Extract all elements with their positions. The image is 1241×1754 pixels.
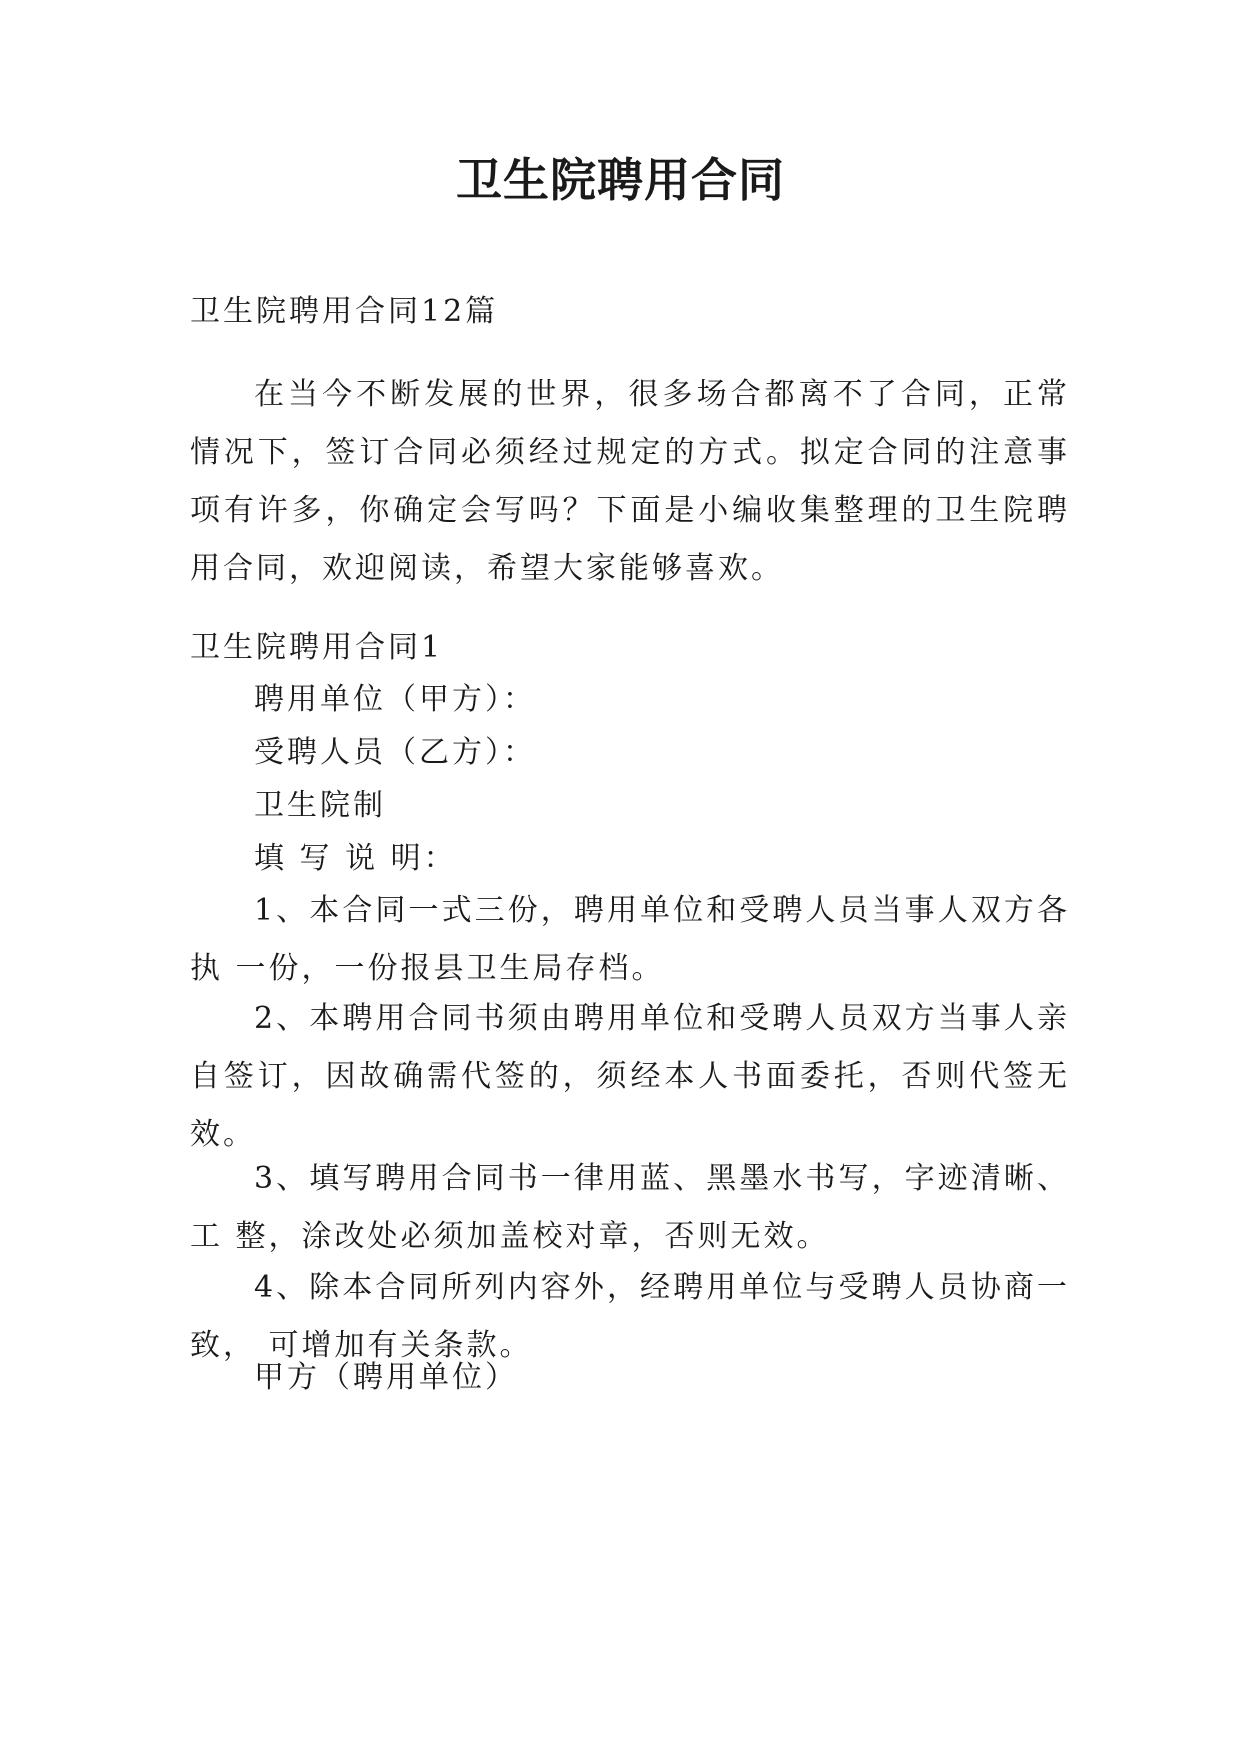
- document-subtitle: 卫生院聘用合同12篇: [190, 294, 499, 329]
- issuer-line: 卫生院制: [254, 788, 386, 823]
- instruction-item-2: 2、本聘用合同书须由聘用单位和受聘人员双方当事人亲自签订，因故确需代签的，须经本人书面委托，否则代签无效。: [190, 1001, 1070, 1152]
- section-heading: 卫生院聘用合同1: [190, 630, 444, 665]
- employee-label: 受聘人员（乙方）：: [254, 735, 536, 770]
- instruction-item-1: 1、本合同一式三份，聘用单位和受聘人员当事人双方各执 一份，一份报县卫生局存档。: [190, 893, 1070, 986]
- instruction-item-3: 3、填写聘用合同书一律用蓝、黑墨水书写，字迹清晰、工 整，涂改处必须加盖校对章，否则无效。: [190, 1161, 1070, 1254]
- document-title: 卫生院聘用合同: [456, 153, 785, 207]
- employer-label: 聘用单位（甲方）：: [254, 682, 536, 717]
- instruction-item-4: 4、除本合同所列内容外，经聘用单位与受聘人员协商一致， 可增加有关条款。: [190, 1270, 1070, 1363]
- party-a-label: 甲方（聘用单位）: [254, 1360, 518, 1395]
- intro-paragraph: 在当今不断发展的世界，很多场合都离不了合同，正常情况下，签订合同必须经过规定的方式。拟定合同的注意事项有许多，你确定会写吗？下面是小编收集整理的卫生院聘用合同，欢迎阅读，希望大家能够喜欢。: [190, 377, 1070, 586]
- instructions-heading: 填 写 说 明：: [254, 841, 457, 876]
